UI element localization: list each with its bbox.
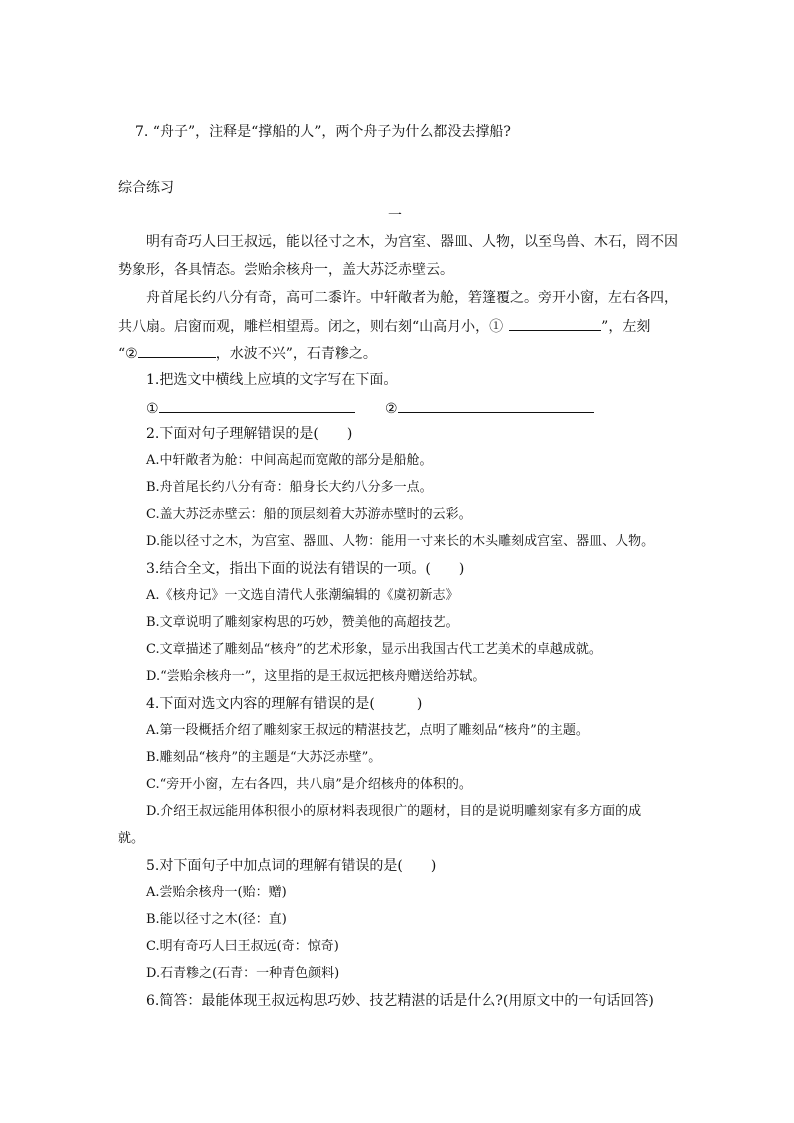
option-a[interactable]: A.尝贻余核舟一(贻：赠)	[146, 885, 287, 900]
fill-blank-1[interactable]	[509, 315, 601, 331]
passage-text: “②	[118, 346, 138, 362]
option-c[interactable]: C.文章描述了雕刻品“核舟”的艺术形象，显示出我国古代工艺美术的卓越成就。	[146, 642, 602, 657]
question-2-stem: 2.下面对句子理解错误的是( )	[146, 426, 353, 442]
option-c[interactable]: C.“旁开小窗，左右各四，共八扇”是介绍核舟的体积的。	[146, 777, 472, 792]
passage-line: 明有奇巧人曰王叔远，能以径寸之木，为宫室、器皿、人物，以至鸟兽、木石，罔不因	[146, 234, 678, 250]
option-b[interactable]: B.雕刻品“核舟”的主题是“大苏泛赤壁”。	[146, 750, 382, 765]
passage-line: 舟首尾长约八分有奇，高可二黍许。中轩敞者为舱，箬篷覆之。旁开小窗，左右各四，	[146, 290, 678, 306]
passage-text: ，水波不兴”，石青糁之。	[215, 346, 377, 362]
passage-line-with-blank	[118, 342, 678, 364]
answer-label: ②	[385, 401, 398, 417]
option-a[interactable]: A.《核舟记》一文选自清代人张潮编辑的《虞初新志》	[146, 588, 459, 603]
question-4-stem: 4.下面对选文内容的理解有错误的是( )	[146, 696, 423, 712]
answer-label: ①	[146, 401, 159, 417]
option-d-continued: 就。	[118, 831, 145, 846]
fill-blank-2[interactable]	[138, 342, 216, 358]
section-number: 一	[388, 208, 402, 224]
answer-blank-1[interactable]	[159, 397, 355, 413]
section-title: 综合练习	[118, 180, 174, 196]
answer-line-2	[385, 397, 594, 419]
question-5-stem: 5.对下面句子中加点词的理解有错误的是( )	[146, 858, 437, 874]
option-d[interactable]: D.石青糁之(石青：一种青色颜料)	[146, 966, 340, 981]
option-a[interactable]: A.第一段概括介绍了雕刻家王叔远的精湛技艺，点明了雕刻品“核舟”的主题。	[146, 723, 589, 738]
option-d[interactable]: D.介绍王叔远能用体积很小的原材料表现很广的题材，目的是说明雕刻家有多方面的成	[146, 804, 642, 819]
option-a[interactable]: A.中轩敞者为舱：中间高起而宽敞的部分是船舱。	[146, 453, 433, 468]
option-c[interactable]: C.明有奇巧人曰王叔远(奇：惊奇)	[146, 939, 339, 954]
option-b[interactable]: B.能以径寸之木(径：直)	[146, 912, 287, 927]
option-b[interactable]: B.文章说明了雕刻家构思的巧妙，赞美他的高超技艺。	[146, 615, 459, 630]
question-1-stem: 1.把选文中横线上应填的文字写在下面。	[146, 372, 398, 388]
option-b[interactable]: B.舟首尾长约八分有奇：船身长大约八分多一点。	[146, 480, 433, 495]
option-d[interactable]: D.“尝贻余核舟一”，这里指的是王叔远把核舟赠送给苏轼。	[146, 669, 486, 684]
answer-line-1	[146, 397, 355, 419]
question-6-stem: 6.简答：最能体现王叔远构思巧妙、技艺精湛的话是什么?(用原文中的一句话回答)	[146, 993, 654, 1009]
passage-text: ”，左刻	[601, 319, 651, 335]
option-c[interactable]: C.盖大苏泛赤壁云：船的顶层刻着大苏游赤壁时的云彩。	[146, 507, 472, 522]
question-3-stem: 3.结合全文，指出下面的说法有错误的一项。( )	[146, 561, 465, 577]
passage-line-with-blank	[118, 315, 678, 337]
passage-text: 共八扇。启窗而观，雕栏相望焉。闭之，则右刻“山高月小，①	[118, 319, 504, 335]
answer-blank-2[interactable]	[398, 397, 594, 413]
question-7: 7. “舟子”，注释是“撑船的人”，两个舟子为什么都没去撑船?	[135, 124, 511, 140]
option-d[interactable]: D.能以径寸之木，为宫室、器皿、人物：能用一寸来长的木头雕刻成宫室、器皿、人物。	[146, 534, 655, 549]
passage-line: 势象形，各具情态。尝贻余核舟一，盖大苏泛赤壁云。	[118, 262, 454, 278]
